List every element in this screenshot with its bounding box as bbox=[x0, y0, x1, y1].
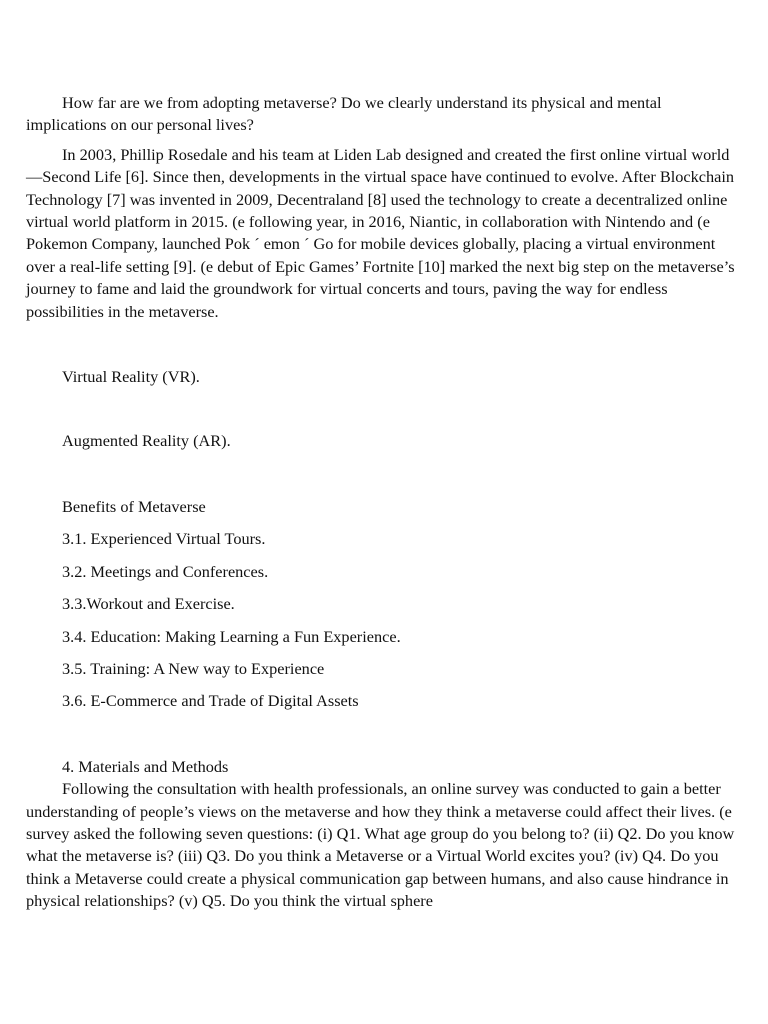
heading-materials-methods: 4. Materials and Methods bbox=[62, 756, 229, 776]
text-line: their lives. (e survey asked the following seven questions: (i) Q1. What age group do you belong to? bbox=[26, 801, 732, 843]
list-item: 3.1. Experienced Virtual Tours. bbox=[62, 529, 266, 549]
text-line: implications on our personal lives? bbox=[26, 115, 254, 135]
text-line: In 2003, Phillip Rosedale and his team at Liden Lab designed and created the first online virtual bbox=[62, 144, 688, 164]
benefits-list bbox=[26, 528, 742, 712]
text-line: collaboration with Nintendo and (e Pokemon Company, launched Pok ´ emon ´ Go for mobile devices bbox=[26, 212, 710, 254]
text-line: humans, and also cause hindrance in physical relationships? (v) Q5. Do you think the virtual sphere bbox=[26, 868, 729, 911]
heading-virtual-reality: Virtual Reality (VR). bbox=[62, 367, 200, 387]
text-line: How far are we from adopting metaverse? Do we clearly understand its physical and mental bbox=[62, 93, 662, 112]
methods-paragraph bbox=[26, 778, 742, 912]
list-item: 3.4. Education: Making Learning a Fun Experience. bbox=[62, 626, 401, 646]
text-line: world—Second Life [6]. Since then, developments in the virtual space have continued to evolve. bbox=[26, 144, 730, 187]
list-item: 3.5. Training: A New way to Experience bbox=[62, 658, 325, 678]
text-line: (ii) Q2. Do you know what the metaverse is? (iii) Q3. Do you think a Metaverse or a Virtual World bbox=[26, 823, 735, 866]
list-item: 3.3.Workout and Exercise. bbox=[62, 594, 235, 614]
intro-paragraph bbox=[26, 92, 742, 137]
text-line: excites you? (iv) Q4. Do you think a Metaverse could create a physical communication gap between bbox=[26, 846, 719, 888]
heading-augmented-reality: Augmented Reality (AR). bbox=[62, 431, 231, 451]
text-line: After Blockchain Technology [7] was invented in 2009, Decentraland [8] used the technology to bbox=[26, 167, 735, 209]
text-line: [10] marked the next big step on the metaverse’s journey to fame and laid the groundwork for virtual bbox=[26, 256, 735, 299]
heading-benefits: Benefits of Metaverse bbox=[62, 496, 206, 516]
history-paragraph bbox=[26, 144, 742, 323]
text-line: better understanding of people’s views on the metaverse and how they think a metaverse could affect bbox=[26, 779, 721, 821]
list-item: 3.2. Meetings and Conferences. bbox=[62, 561, 269, 581]
list-item: 3.6. E-Commerce and Trade of Digital Assets bbox=[62, 691, 359, 711]
text-line: create a decentralized online virtual world platform in 2015. (e following year, in 2016, Niantic, in bbox=[26, 189, 728, 232]
text-line: Following the consultation with health professionals, an online survey was conducted to gain a bbox=[62, 779, 680, 799]
text-line: concerts and tours, paving the way for endless possibilities in the metaverse. bbox=[26, 279, 668, 321]
text-line: globally, placing a virtual environment over a real-life setting [9]. (e debut of Epic Games’ Fortnite bbox=[26, 234, 716, 276]
